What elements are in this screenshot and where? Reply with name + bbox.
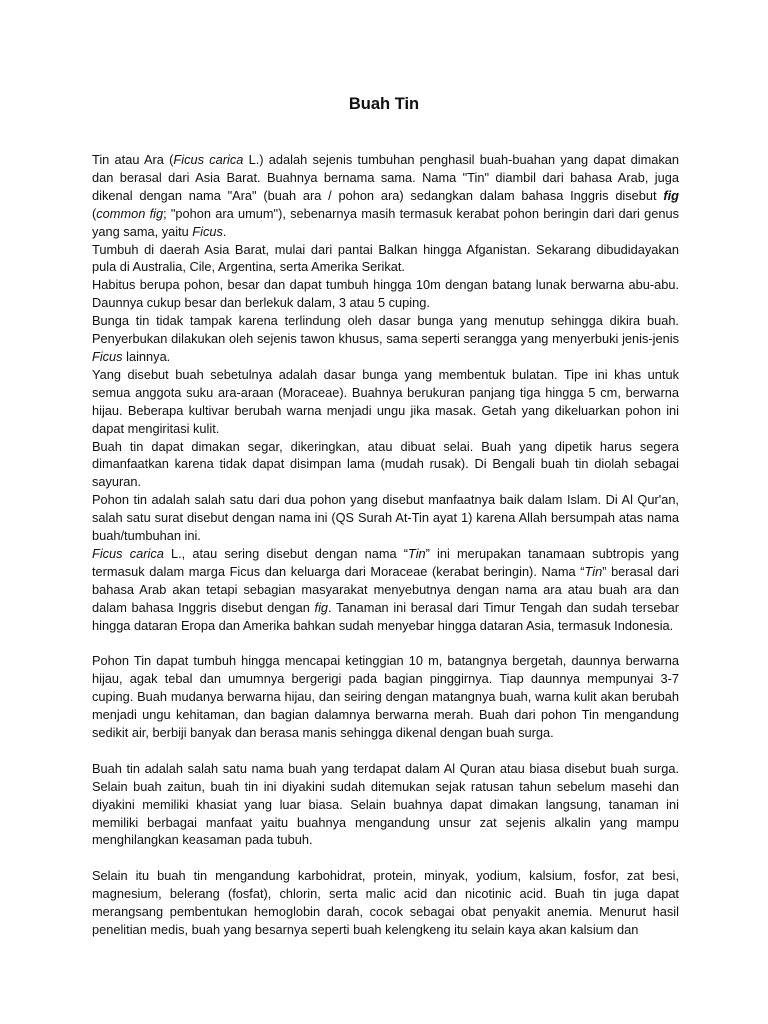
paragraph [92, 366, 679, 438]
text-run: Bunga tin tidak tampak karena terlindung oleh dasar bunga yang menutup sehingga dikira buah. Penyerbukan dilakukan oleh sejenis tawon khusus, sama seperti serangga yang menyerbuki jenis-jenis [92, 313, 679, 347]
paragraph [92, 545, 679, 635]
paragraph [92, 867, 679, 939]
text-run: Buah tin dapat dimakan segar, dikeringkan, atau dibuat selai. Buah yang dipetik harus segera dimanfaatkan karena tidak dapat disimpan lama (mudah rusak). Di Bengali buah tin diolah sebagai sayuran. [92, 438, 679, 490]
paragraph [92, 491, 679, 545]
paragraph [92, 312, 679, 366]
italic-text-run: fig [663, 187, 679, 203]
text-run: ( [92, 205, 97, 221]
text-run: ” berasal dari bahasa Arab akan tetapi sebagian masyarakat menyebutnya dengan nama ara atau buah ara dan dalam bahasa Inggris disebut dengan [92, 563, 679, 615]
text-run: Selain itu buah tin mengandung karbohidrat, protein, minyak, yodium, kalsium, fosfor, zat besi, magnesium, belerang (fosfat), chlorin, serta malic acid dan nicotinic acid. Buah tin juga dapat merangsang pembentukan hemoglobin darah, cocok sebagai obat penyakit anemia. Menurut hasil penelitian medis, buah yang besarnya seperti buah kelengkeng itu selain kaya akan kalsium dan [92, 868, 679, 937]
text-run: ” ini merupakan tanamaan subtropis yang termasuk dalam marga Ficus dan keluarga dari Moraceae (kerabat beringin). Nama “ [92, 545, 679, 579]
text-run: Pohon tin adalah salah satu dari dua pohon yang disebut manfaatnya baik dalam Islam. Di Al Qur'an, salah satu surat disebut dengan nama ini (QS Surah At-Tin ayat 1) karena Allah bersumpah atas nama buah/tumbuhan ini. [92, 492, 679, 544]
paragraph [92, 438, 679, 492]
text-run: Tin atau Ara ( [92, 152, 174, 167]
text-run: Habitus berupa pohon, besar dan dapat tumbuh hingga 10m dengan batang lunak berwarna abu-abu. Daunnya cukup besar dan berlekuk dalam, 3 atau 5 cuping. [92, 277, 679, 311]
paragraph [92, 652, 679, 742]
text-run: Yang disebut buah sebetulnya adalah dasar bunga yang membentuk bulatan. Tipe ini khas untuk semua anggota suku ara-araan (Moraceae). Buahnya berukuran panjang tiga hingga 5 cm, berwarna hijau. Beberapa kultivar berubah warna menjadi ungu jika masak. Getah yang dikeluarkan pohon ini dapat mengiritasi kulit. [92, 366, 679, 436]
text-run: ; "pohon ara umum"), sebenarnya masih termasuk kerabat pohon beringin dari dari genus yang sama, yaitu [92, 205, 679, 239]
text-run: L., atau sering disebut dengan nama “ [163, 545, 408, 561]
text-run: L.) adalah sejenis tumbuhan penghasil buah-buahan yang dapat dimakan dan berasal dari Asia Barat. Buahnya bernama sama. Nama "Tin" diambil dari bahasa Arab, juga dikenal dengan nama "Ara" (buah ara / pohon ara) sedangkan dalam bahasa Inggris disebut [92, 152, 679, 203]
paragraph [92, 151, 679, 241]
text-run: Pohon Tin dapat tumbuh hingga mencapai ketinggian 10 m, batangnya bergetah, daunnya berwarna hijau, agak tebal dan umumnya bergerigi pada bagian pinggirnya. Tiap daunnya mempunyai 3-7 cuping. Buah mudanya berwarna hijau, dan seiring dengan matangnya buah, warna kulit akan berubah menjadi ungu kehitaman, dan bagian dalamnya berwarna merah. Buah dari pohon Tin mengandung sedikit air, berbiji banyak dan berasa manis sehingga dikenal dengan buah surga. [92, 653, 679, 740]
text-run: lainnya. [122, 348, 171, 364]
paragraph [92, 276, 679, 312]
italic-text-run: common fig [96, 205, 164, 221]
italic-text-run: Ficus carica [173, 152, 244, 167]
paragraph [92, 241, 679, 277]
document-body [92, 151, 679, 939]
text-run: . Tanaman ini berasal dari Timur Tengah dan sudah tersebar hingga dataran Eropa dan Amerika bahkan sudah menyebar hingga dataran Asia, termasuk Indonesia. [92, 599, 679, 633]
paragraph [92, 760, 679, 850]
italic-text-run: Ficus [192, 223, 223, 239]
italic-text-run: Tin [407, 545, 426, 561]
italic-text-run: Ficus carica [92, 545, 164, 561]
text-run: Tumbuh di daerah Asia Barat, mulai dari pantai Balkan hingga Afganistan. Sekarang dibudidayakan pula di Australia, Cile, Argentina, serta Amerika Serikat. [92, 241, 679, 275]
italic-text-run: Tin [584, 563, 603, 579]
text-run: Buah tin adalah salah satu nama buah yang terdapat dalam Al Quran atau biasa disebut buah surga. Selain buah zaitun, buah tin ini diyakini sudah ditemukan sejak ratusan tahun sebelum masehi dan diyakini memiliki khasiat yang luar biasa. Selain buahnya dapat dimakan langsung, tanaman ini memiliki berbagai manfaat yaitu buahnya mengandung unsur zat sejenis alkalin yang mampu menghilangkan keasaman pada tubuh. [92, 760, 679, 848]
italic-text-run: Ficus [92, 348, 123, 364]
page-title: Buah Tin [348, 95, 420, 113]
text-run: . [222, 223, 227, 239]
italic-text-run: fig [314, 599, 329, 615]
